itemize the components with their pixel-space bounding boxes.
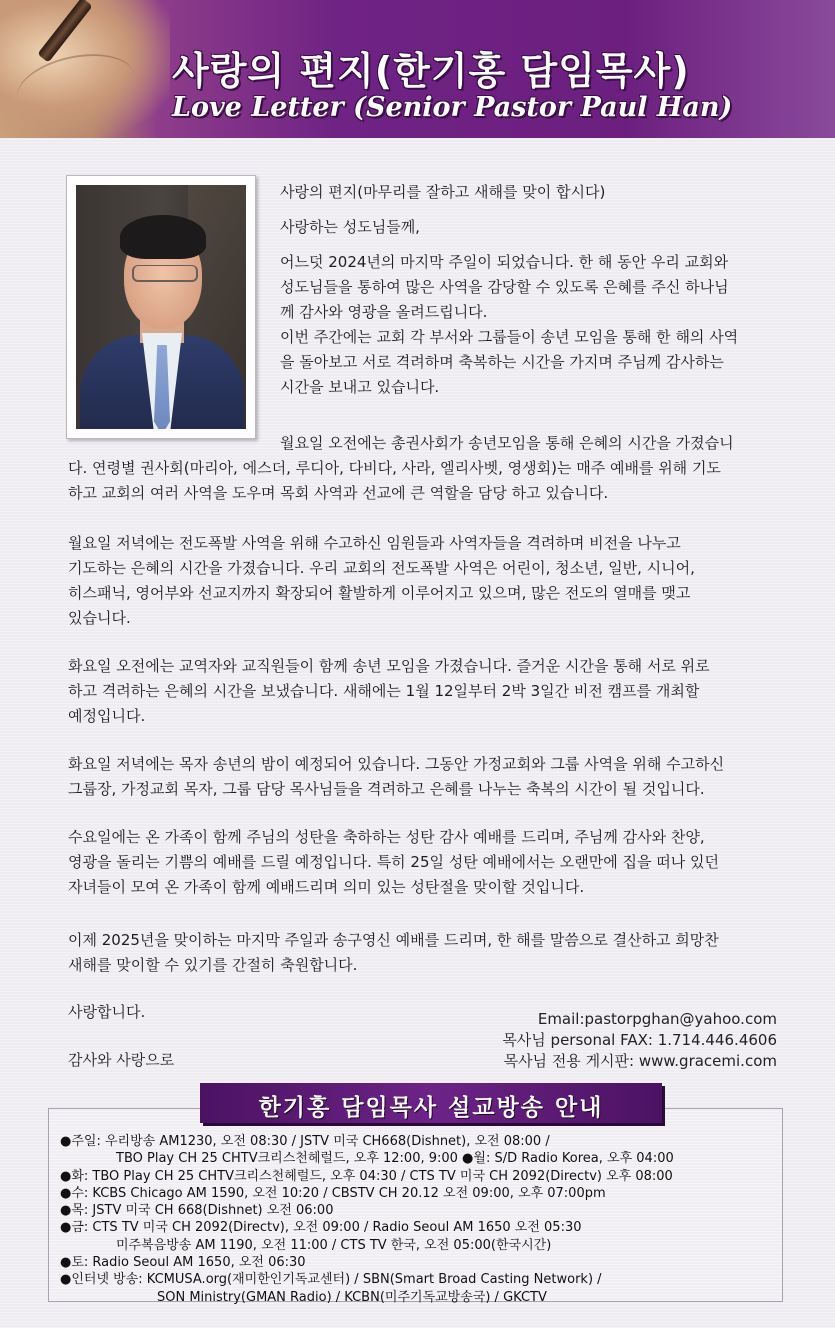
- broadcast-schedule: [60, 1133, 674, 1306]
- pastor-photo-frame: [66, 175, 256, 439]
- intro-line: 께 감사와 영광을 올려드립니다.: [280, 303, 488, 321]
- pastor-photo: [76, 185, 246, 429]
- sign-love: 사랑합니다.: [68, 1003, 146, 1021]
- paragraph-line: 월요일 오전에는 총권사회가 송년모임을 통해 은혜의 시간을 가졌습니: [280, 434, 734, 452]
- page-header: [0, 0, 835, 138]
- schedule-row: ●인터넷 방송: KCMUSA.org(재미한인기독교센터) / SBN(Smart Broad Casting Network) /: [60, 1272, 602, 1288]
- paragraph-closing: [68, 928, 790, 978]
- broadcast-banner: [200, 1083, 662, 1123]
- paragraph-line: 다. 연령별 권사회(마리아, 에스더, 루디아, 다비다, 사라, 엘리사벳, 영생회)는 매주 예배를 위해 기도: [68, 459, 721, 477]
- schedule-row: ●토: Radio Seoul AM 1650, 오전 06:30: [60, 1255, 306, 1271]
- contact-block: [502, 1009, 777, 1072]
- paragraph-monday-evening: [68, 531, 790, 631]
- signature-block: [68, 1000, 174, 1073]
- letter-intro: [280, 180, 790, 400]
- fountain-pen-icon: [37, 0, 92, 63]
- paragraph-line: 화요일 저녁에는 목자 송년의 밤이 예정되어 있습니다. 그동안 가정교회와 그룹 사역을 위해 수고하신: [68, 755, 725, 773]
- intro-line: 을 돌아보고 서로 격려하며 축복하는 시간을 가지며 주님께 감사하는: [280, 353, 724, 371]
- broadcast-title: 한기홍 담임목사 설교방송 안내: [258, 1095, 604, 1121]
- contact-fax: 목사님 personal FAX: 1.714.446.4606: [502, 1031, 777, 1049]
- paragraph-wednesday: [68, 825, 790, 900]
- contact-email[interactable]: Email:pastorpghan@yahoo.com: [537, 1010, 777, 1028]
- letter-subject: 사랑의 편지(마무리를 잘하고 새해를 맞이 합시다): [280, 183, 606, 201]
- paragraph-tuesday-morning: [68, 654, 790, 729]
- intro-line: 이번 주간에는 교회 각 부서와 그룹들이 송년 모임을 통해 한 해의 사역: [280, 328, 739, 346]
- paragraph-line: 예정입니다.: [68, 707, 146, 725]
- sign-with: 감사와 사랑으로: [68, 1051, 175, 1069]
- intro-line: 어느덧 2024년의 마지막 주일이 되었습니다. 한 해 동안 우리 교회와: [280, 253, 729, 271]
- paragraph-line: 하고 격려하는 은혜의 시간을 보냈습니다. 새해에는 1월 12일부터 2박 3일간 비전 캠프를 개최할: [68, 682, 700, 700]
- schedule-row: ●목: JSTV 미국 CH 668(Dishnet) 오전 06:00: [60, 1203, 334, 1219]
- paragraph-line: 이제 2025년을 맞이하는 마지막 주일과 송구영신 예배를 드리며, 한 해를 말씀으로 결산하고 희망찬: [68, 931, 719, 949]
- intro-line: 성도님들을 통하여 많은 사역을 감당할 수 있도록 은혜를 주신 하나님: [280, 278, 729, 296]
- paragraph-line: 새해를 맞이할 수 있기를 간절히 축원합니다.: [68, 956, 358, 974]
- paragraph-line: 하고 교회의 여러 사역을 도우며 목회 사역과 선교에 큰 역할을 담당 하고 있습니다.: [68, 484, 609, 502]
- schedule-row: ●금: CTS TV 미국 CH 2092(Directv), 오전 09:00 / Radio Seoul AM 1650 오전 05:30: [60, 1220, 582, 1236]
- schedule-row: ●화: TBO Play CH 25 CHTV크리스천헤럴드, 오후 04:30 / CTS TV 미국 CH 2092(Directv) 오후 08:00: [60, 1168, 673, 1184]
- header-pen-image: [0, 0, 170, 138]
- paragraph-line: 수요일에는 온 가족이 함께 주님의 성탄을 축하하는 성탄 감사 예배를 드리며, 주님께 감사와 찬양,: [68, 828, 705, 846]
- contact-board[interactable]: 목사님 전용 게시판: www.gracemi.com: [503, 1052, 777, 1070]
- intro-line: 시간을 보내고 있습니다.: [280, 378, 440, 396]
- paragraph-line: 히스패닉, 영어부와 선교지까지 확장되어 활발하게 이루어지고 있으며, 많은 전도의 열매를 맺고: [68, 584, 691, 602]
- paragraph-line: 영광을 돌리는 기쁨의 예배를 드릴 예정입니다. 특히 25일 성탄 예배에서는 오랜만에 집을 떠나 있던: [68, 853, 719, 871]
- schedule-row: ●주일: 우리방송 AM1230, 오전 08:30 / JSTV 미국 CH668(Dishnet), 오전 08:00 /: [60, 1134, 550, 1149]
- paragraph-line: 자녀들이 모여 온 가족이 함께 예배드리며 의미 있는 성탄절을 맞이할 것입니다.: [68, 878, 585, 896]
- paragraph-line: 화요일 오전에는 교역자와 교직원들이 함께 송년 모임을 가졌습니다. 즐거운 시간을 통해 서로 위로: [68, 657, 710, 675]
- schedule-row: 미주복음방송 AM 1190, 오전 11:00 / CTS TV 한국, 오전 05:00(한국시간): [116, 1237, 552, 1253]
- paragraph-tuesday-evening: [68, 752, 790, 802]
- schedule-row: SON Ministry(GMAN Radio) / KCBN(미주기독교방송국) / GKCTV: [157, 1289, 547, 1305]
- paragraph-line: 그룹장, 가정교회 목자, 그룹 담당 목사님들을 격려하고 은혜를 나누는 축복의 시간이 될 것입니다.: [68, 780, 705, 798]
- paragraph-line: 기도하는 은혜의 시간을 가졌습니다. 우리 교회의 전도폭발 사역은 어린이, 청소년, 일반, 시니어,: [68, 559, 695, 577]
- paragraph-line: 월요일 저녁에는 전도폭발 사역을 위해 수고하신 임원들과 사역자들을 격려하며 비전을 나누고: [68, 534, 681, 552]
- schedule-row: TBO Play CH 25 CHTV크리스천헤럴드, 오후 12:00, 9:00 ●월: S/D Radio Korea, 오후 04:00: [116, 1151, 674, 1167]
- page-title: 사랑의 편지(한기홍 담임목사): [172, 49, 690, 93]
- paragraph-monday-morning: [68, 431, 790, 506]
- paragraph-line: 있습니다.: [68, 609, 131, 627]
- schedule-row: ●수: KCBS Chicago AM 1590, 오전 10:20 / CBSTV CH 20.12 오전 09:00, 오후 07:00pm: [60, 1185, 606, 1201]
- handwriting-decoration: [11, 44, 141, 130]
- page-subtitle: Love Letter (Senior Pastor Paul Han): [172, 92, 733, 123]
- letter-greeting: 사랑하는 성도님들께,: [280, 218, 420, 236]
